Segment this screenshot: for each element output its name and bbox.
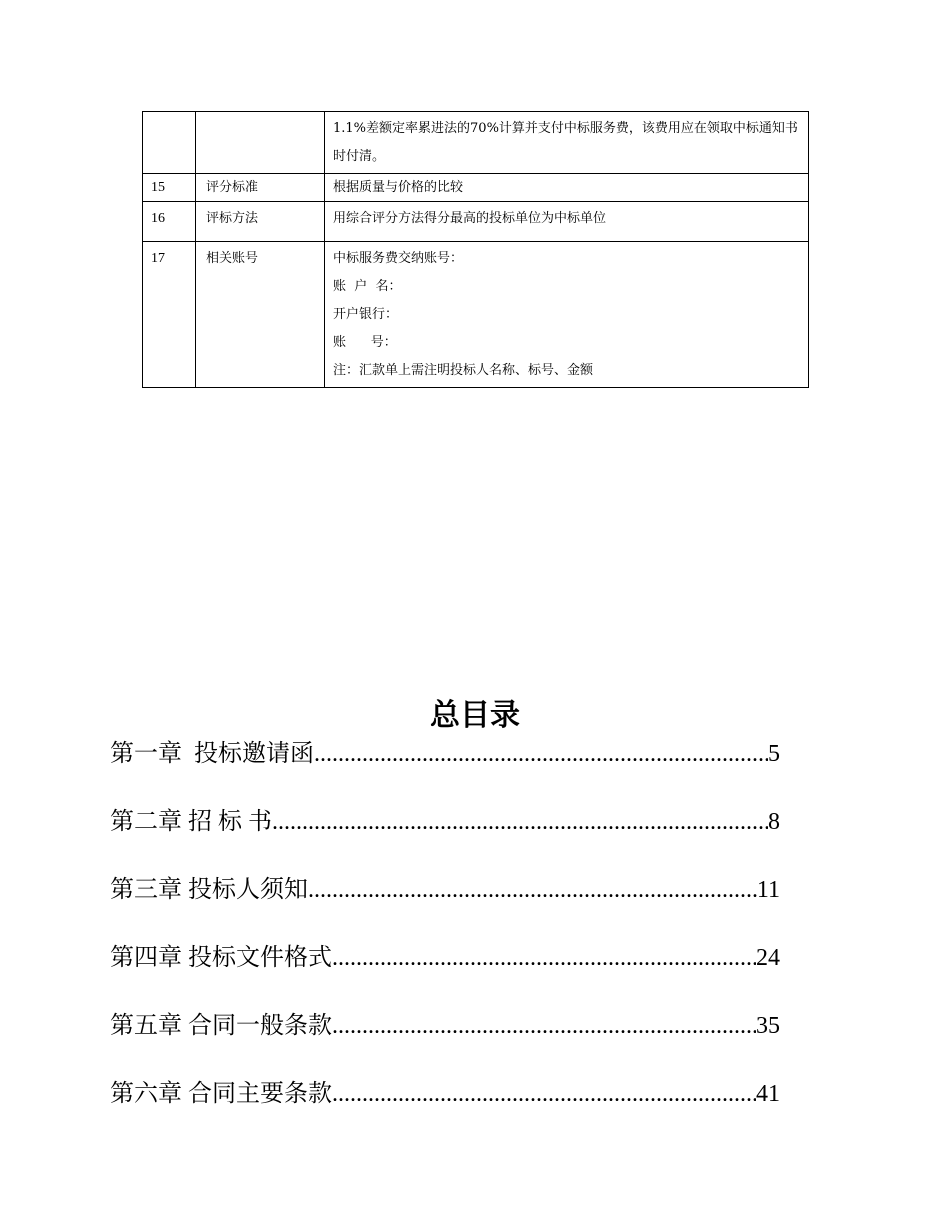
table-of-contents [110, 730, 780, 1138]
row-content [325, 112, 809, 174]
toc-item-page: 35 [756, 1013, 780, 1039]
toc-title: 总目录 [430, 698, 520, 733]
account-line-name: 账 户 名： [333, 279, 402, 294]
row-number [143, 112, 196, 174]
row-label: 评分标准 [196, 174, 325, 202]
account-line-bank: 开户银行： [333, 307, 399, 322]
account-line-heading: 中标服务费交纳账号： [333, 251, 464, 266]
toc-item-label: 第五章 合同一般条款 [110, 1013, 332, 1039]
toc-item-label: 第六章 合同主要条款 [110, 1081, 332, 1107]
toc-leader-dots [332, 1070, 756, 1118]
toc-leader-dots [332, 1002, 756, 1050]
row-content [325, 242, 809, 388]
toc-leader-dots [314, 730, 768, 778]
toc-item[interactable] [110, 798, 780, 866]
row-label: 评标方法 [196, 202, 325, 242]
row-content [325, 202, 809, 242]
toc-item-label: 第三章 投标人须知 [110, 877, 308, 903]
toc-item[interactable] [110, 866, 780, 934]
table-row [143, 112, 809, 174]
toc-item-label: 第一章 投标邀请函 [110, 741, 314, 767]
toc-item-label: 第四章 投标文件格式 [110, 945, 332, 971]
row-label: 相关账号 [196, 242, 325, 388]
row-label [196, 112, 325, 174]
account-line-number: 账 号： [333, 335, 397, 350]
toc-item-page: 24 [756, 945, 780, 971]
toc-item[interactable] [110, 934, 780, 1002]
content-line: 用综合评分方法得分最高的投标单位为中标单位 [333, 211, 607, 226]
account-line-note: 注：汇款单上需注明投标人名称、标号、金额 [333, 363, 594, 378]
toc-leader-dots [308, 866, 757, 914]
toc-item[interactable] [110, 1070, 780, 1138]
row-number: 17 [143, 242, 196, 388]
table-row [143, 174, 809, 202]
row-number: 15 [143, 174, 196, 202]
toc-leader-dots [332, 934, 756, 982]
toc-leader-dots [272, 798, 768, 846]
table-row [143, 242, 809, 388]
toc-item-page: 8 [768, 809, 780, 835]
content-line: 1.1%差额定率累进法的70%计算并支付中标服务费，该费用应在领取中标通知书时付清。 [333, 121, 798, 164]
toc-item[interactable] [110, 1002, 780, 1070]
toc-item-page: 11 [756, 877, 780, 903]
row-number: 16 [143, 202, 196, 242]
toc-item-label: 第二章 招 标 书 [110, 809, 272, 835]
toc-item-page: 5 [768, 741, 780, 767]
bid-info-table [142, 111, 809, 388]
content-line: 根据质量与价格的比较 [333, 180, 464, 195]
toc-item-page: 41 [756, 1081, 780, 1107]
table-row [143, 202, 809, 242]
row-content [325, 174, 809, 202]
toc-item[interactable] [110, 730, 780, 798]
